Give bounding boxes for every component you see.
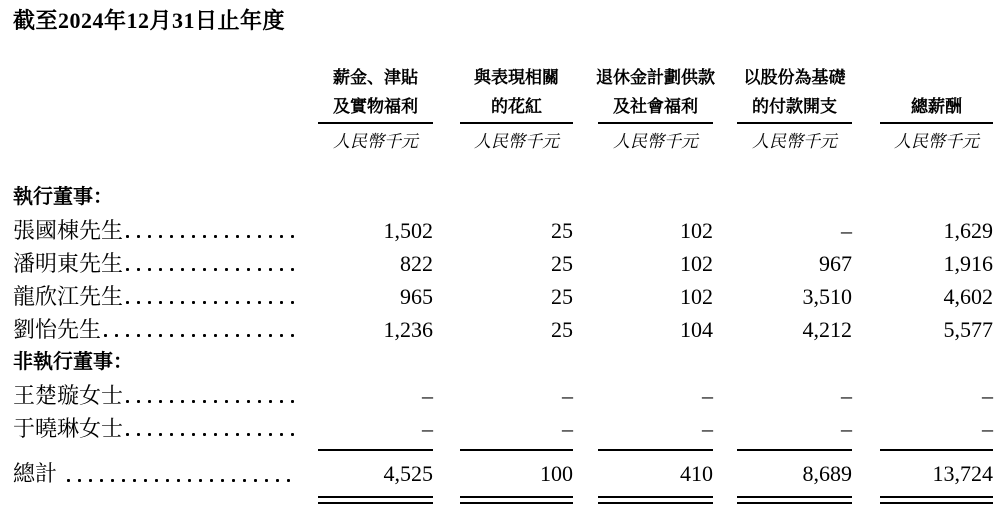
value-share-based: –: [841, 416, 852, 441]
row-label-cell: [13, 412, 300, 445]
value-total: –: [982, 383, 993, 408]
unit-rmb-thousand: 人民幣千元: [333, 132, 418, 151]
total-share-based: 8,689: [737, 449, 852, 489]
value-bonus: 25: [551, 284, 573, 309]
row-label-cell: [13, 379, 300, 412]
value-total: –: [982, 416, 993, 441]
header-line2: 的付款開支: [752, 97, 837, 116]
director-name: 劉怡先生: [13, 317, 102, 342]
section-label: 執行董事：: [13, 186, 113, 208]
unit-rmb-thousand: 人民幣千元: [613, 132, 698, 151]
value-pension: 104: [680, 317, 713, 342]
dot-leader: [126, 400, 296, 403]
value-bonus: 25: [551, 317, 573, 342]
row-label-cell: [13, 313, 300, 346]
table-unit-row: [0, 133, 1000, 151]
header-line1: 以股份為基礎: [743, 68, 846, 87]
total-remuneration: 13,724: [880, 449, 993, 489]
unit-rmb-thousand: 人民幣千元: [474, 132, 559, 151]
dot-leader: [126, 268, 296, 271]
value-salaries: 1,236: [383, 317, 433, 342]
value-share-based: –: [841, 383, 852, 408]
value-pension: –: [702, 383, 713, 408]
value-share-based: 967: [819, 251, 852, 276]
row-label-cell: [13, 280, 300, 313]
section-label: 非執行董事：: [13, 351, 133, 373]
value-salaries: –: [422, 383, 433, 408]
value-pension: 102: [680, 218, 713, 243]
value-pension: 102: [680, 251, 713, 276]
value-salaries: 965: [400, 284, 433, 309]
header-line2: 的花紅: [491, 97, 542, 116]
header-performance-bonus: [460, 63, 573, 124]
value-total: 1,629: [943, 218, 993, 243]
table-row-director-2: [0, 247, 1000, 280]
value-bonus: 25: [551, 251, 573, 276]
header-line2: 及實物福利: [333, 97, 418, 116]
total-label-cell: [13, 449, 300, 489]
director-name: 于曉琳女士: [13, 416, 124, 441]
value-total: 1,916: [943, 251, 993, 276]
total-bonus: 100: [460, 449, 573, 489]
rule-spacer: [13, 496, 300, 504]
director-name: 王楚璇女士: [13, 383, 124, 408]
table-header-row: [0, 63, 1000, 124]
value-bonus: –: [562, 383, 573, 408]
value-pension: –: [702, 416, 713, 441]
double-rule-row: [0, 496, 1000, 504]
row-label-cell: [13, 247, 300, 280]
total-pension: 410: [598, 449, 713, 489]
value-total: 5,577: [943, 317, 993, 342]
table-row-director-5: [0, 379, 1000, 412]
header-line1: 退休金計劃供款: [596, 68, 715, 87]
director-name: 龍欣江先生: [13, 284, 124, 309]
director-name: 張國棟先生: [13, 218, 124, 243]
value-salaries: 822: [400, 251, 433, 276]
double-rule: [460, 496, 573, 504]
table-row-director-6: [0, 412, 1000, 445]
unit-rmb-thousand: 人民幣千元: [752, 132, 837, 151]
value-bonus: –: [562, 416, 573, 441]
table-row-director-3: [0, 280, 1000, 313]
row-label-cell: [13, 214, 300, 247]
dot-leader: [67, 479, 296, 482]
value-salaries: 1,502: [383, 218, 433, 243]
total-salaries: 4,525: [318, 449, 433, 489]
total-label: 總計: [13, 461, 58, 486]
unit-rmb-thousand: 人民幣千元: [894, 132, 979, 151]
section-row-non-executive-directors: [0, 346, 1000, 379]
header-line1: 薪金、津貼: [333, 68, 418, 87]
dot-leader: [126, 301, 296, 304]
header-line2: 總薪酬: [911, 97, 962, 116]
header-line2: 及社會福利: [613, 97, 698, 116]
value-bonus: 25: [551, 218, 573, 243]
director-name: 潘明東先生: [13, 251, 124, 276]
double-rule: [598, 496, 713, 504]
section-row-executive-directors: [0, 181, 1000, 214]
double-rule: [880, 496, 993, 504]
table-row-director-4: [0, 313, 1000, 346]
dot-leader: [126, 433, 296, 436]
unit-spacer: [13, 133, 300, 151]
header-share-based-payments: [737, 63, 852, 124]
table-total-row: [0, 449, 1000, 489]
double-rule: [318, 496, 433, 504]
value-salaries: –: [422, 416, 433, 441]
table-body: [0, 181, 1000, 445]
header-pension-social-welfare: [598, 63, 713, 124]
header-spacer: [13, 63, 300, 124]
value-share-based: 4,212: [802, 317, 852, 342]
value-share-based: 3,510: [802, 284, 852, 309]
header-salaries-allowances: [318, 63, 433, 124]
dot-leader: [126, 235, 296, 238]
table-row-director-1: [0, 214, 1000, 247]
value-share-based: –: [841, 218, 852, 243]
header-line1: 與表現相關: [474, 68, 559, 87]
value-pension: 102: [680, 284, 713, 309]
header-total-remuneration: [880, 63, 993, 124]
value-total: 4,602: [943, 284, 993, 309]
double-rule: [737, 496, 852, 504]
dot-leader: [104, 334, 296, 337]
page-title: 截至2024年12月31日止年度: [13, 8, 286, 33]
